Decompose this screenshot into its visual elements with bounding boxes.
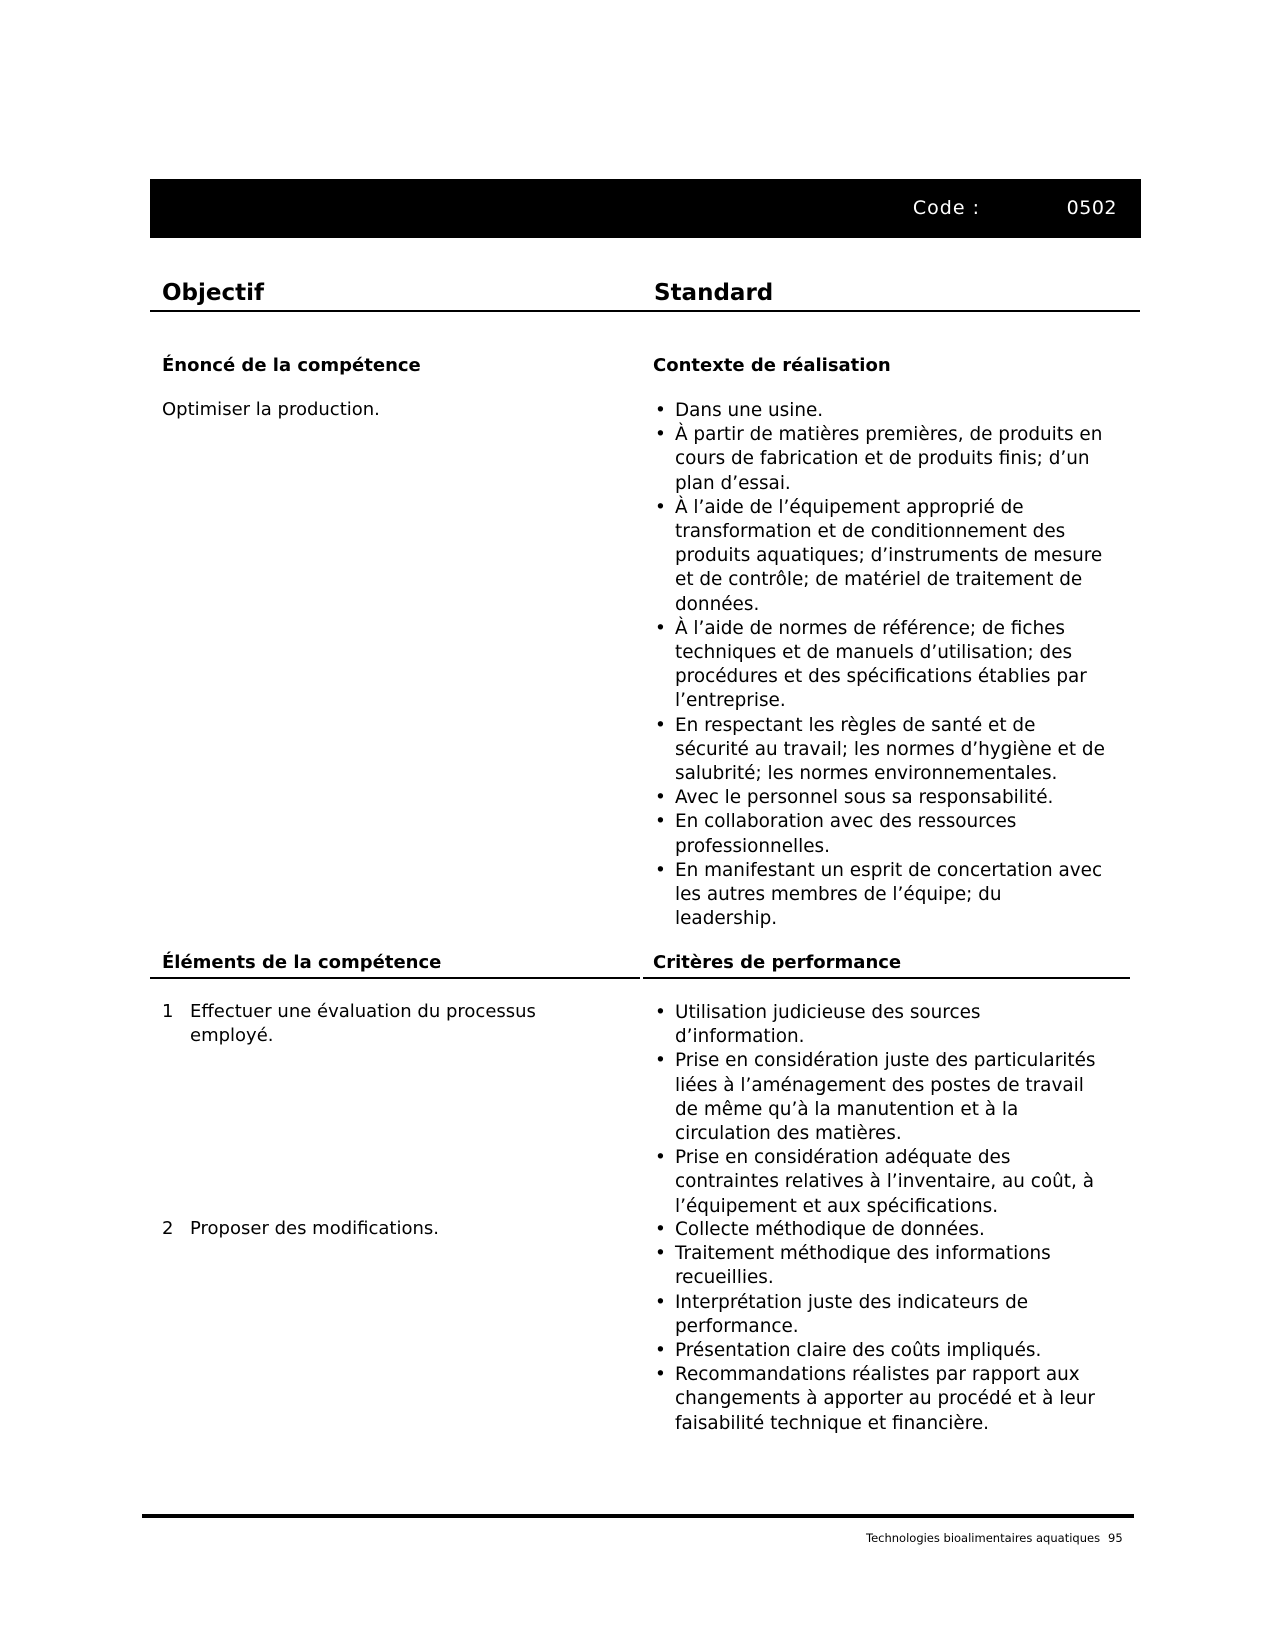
criteria-title: Critères de performance — [653, 952, 902, 973]
bullet-icon: • — [655, 617, 666, 639]
footer-divider — [142, 1514, 1134, 1518]
list-item: • Utilisation judicieuse des sources d’information. — [655, 1002, 981, 1048]
bullet-icon: • — [655, 787, 666, 809]
bullet-icon: • — [655, 400, 666, 421]
context-list — [653, 399, 1108, 931]
list-item: • Présentation claire des coûts impliqués. — [653, 1339, 1108, 1363]
list-item: • Prise en considération adéquate des contraintes relatives à l’inventaire, au coût, à l’équipement et aux spécifications. — [655, 1147, 1094, 1217]
criteria-divider — [643, 977, 1130, 979]
bullet-icon: • — [655, 1147, 666, 1169]
bullet-icon: • — [655, 1364, 666, 1386]
list-item: • En respectant les règles de santé et de sécurité au travail; les normes d’hygiène et de salubrité; les normes environnementales. — [655, 714, 1105, 785]
element-number: 1 — [162, 1001, 174, 1022]
list-item: • En collaboration avec des ressources professionnelles. — [655, 811, 1017, 857]
code-value: 0502 — [1066, 197, 1117, 219]
list-item: • À partir de matières premières, de produits en cours de fabrication et de produits finis; d’un plan d’essai. — [655, 424, 1103, 494]
element-text: Proposer des modifications. — [190, 1218, 439, 1239]
code-label: Code : — [912, 197, 980, 219]
bullet-icon: • — [655, 1340, 666, 1362]
list-item: • Avec le personnel sous sa responsabilité. — [653, 786, 1108, 810]
list-item: • Recommandations réalistes par rapport aux changements à apporter au procédé et à leur faisabilité technique et financière. — [655, 1364, 1095, 1434]
bullet-icon: • — [655, 1243, 666, 1265]
list-item: • Interprétation juste des indicateurs de performance. — [655, 1291, 1029, 1337]
list-item: • À l’aide de normes de référence; de fiches techniques et de manuels d’utilisation; des procédures et des spécifications établies par l’entreprise. — [655, 617, 1087, 712]
statement-text: Optimiser la production. — [162, 399, 380, 420]
bullet-icon: • — [655, 496, 666, 518]
bullet-icon: • — [655, 859, 666, 881]
element-number: 2 — [162, 1218, 174, 1239]
code-header-bar — [150, 179, 1141, 238]
page-number: 95 — [1108, 1531, 1123, 1545]
elements-title: Éléments de la compétence — [162, 952, 442, 973]
list-item: • Collecte méthodique de données. — [653, 1218, 1108, 1242]
list-item: • Traitement méthodique des informations recueillies. — [655, 1243, 1051, 1289]
list-item: • À l’aide de l’équipement approprié de transformation et de conditionnement des produits aquatiques; d’instruments de mesure et de contrôle; de matériel de traitement de données. — [655, 496, 1103, 615]
standard-title: Standard — [654, 280, 774, 306]
element-text: Effectuer une évaluation du processus employé. — [190, 1001, 536, 1047]
element-1 — [162, 1000, 582, 1048]
list-item: • Dans une usine. — [653, 399, 1108, 423]
statement-title: Énoncé de la compétence — [162, 355, 421, 376]
footer-program-name: Technologies bioalimentaires aquatiques — [866, 1531, 1101, 1545]
objectif-title: Objectif — [162, 280, 265, 306]
bullet-icon: • — [655, 1050, 666, 1072]
elements-divider — [150, 977, 640, 979]
bullet-icon: • — [655, 1291, 666, 1313]
element-2 — [162, 1217, 582, 1241]
bullet-icon: • — [655, 1002, 666, 1023]
bullet-icon: • — [655, 424, 666, 446]
context-title: Contexte de réalisation — [653, 355, 891, 376]
header-divider — [150, 310, 1140, 312]
criteria-list-1 — [653, 1001, 1108, 1219]
bullet-icon: • — [655, 1219, 666, 1240]
criteria-list-2 — [653, 1218, 1108, 1436]
bullet-icon: • — [655, 714, 666, 736]
list-item: • Prise en considération juste des particularités liées à l’aménagement des postes de travail de même qu’à la manutention et à la circulation des matières. — [655, 1050, 1096, 1145]
list-item: • En manifestant un esprit de concertation avec les autres membres de l’équipe; du leadership. — [655, 859, 1103, 930]
bullet-icon: • — [655, 811, 666, 833]
